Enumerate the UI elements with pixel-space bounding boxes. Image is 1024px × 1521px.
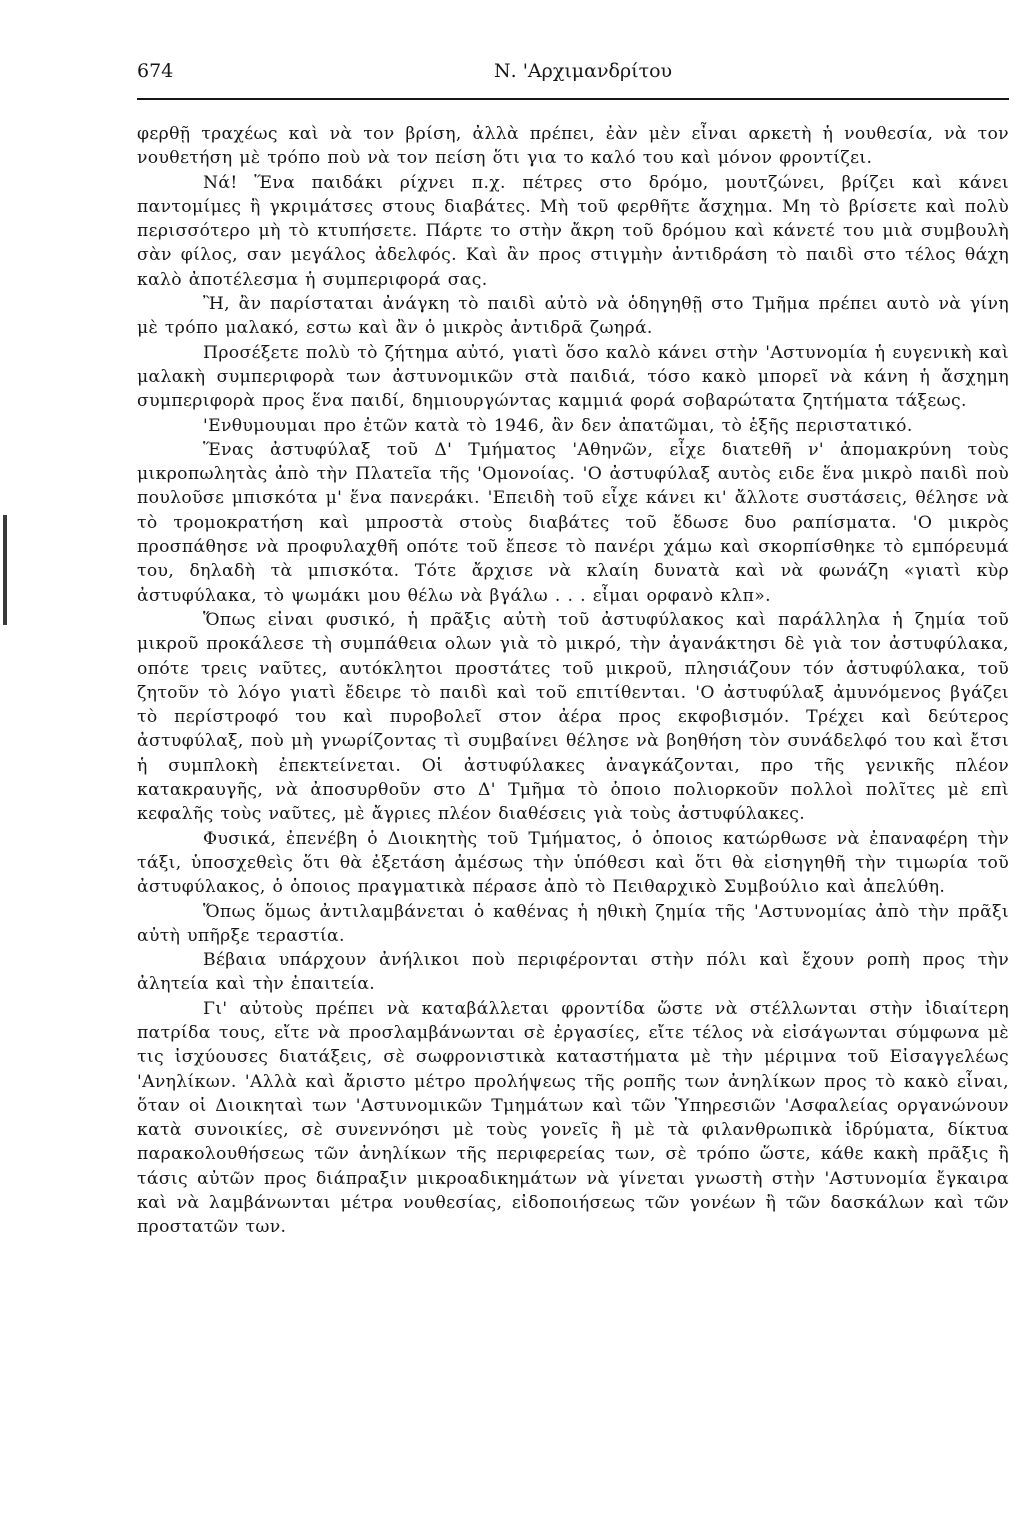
scan-margin-mark: [3, 515, 7, 625]
paragraph-taking-to-station: Ἢ, ἂν παρίσταται ἀνάγκη τὸ παιδὶ αὐτὸ νὰ ὁδηγηθῇ στο Τμῆμα πρέπει αυτὸ νὰ γίνη μὲ τρόπο μαλακό, εστω καὶ ἂν ὁ μικρὸς ἀντιδρᾶ ζωηρά.: [137, 294, 1009, 339]
paragraph-street-child-example: Νά! Ἕνα παιδάκι ρίχνει π.χ. πέτρες στο δρόμο, μουτζώνει, βρίζει καὶ κάνει παντομίμες ἢ γκριμάτσες στους διαβάτες. Μὴ τοῦ φερθῆτε ἄσχημα. Μη τὸ βρίσετε καὶ πολὺ περισσότερο μὴ τὸ κτυπήσετε. Πάρτε το στὴν ἄκρη τοῦ δρόμου καὶ κάνετέ του μιὰ συμβουλὴ σὰν φίλος, σαν μεγάλος ἀδελφός. Καὶ ἂν προς στιγμὴν ἀντιδράση τὸ παιδὶ στο τέλος θάχη καλὸ ἀποτέλεσμα ἡ συμπεριφορά σας.: [137, 172, 1009, 290]
paragraph-sailors-conflict: Ὅπως εἰναι φυσικό, ἡ πρᾶξις αὐτὴ τοῦ ἀστυφύλακος καὶ παράλληλα ἡ ζημία τοῦ μικροῦ προκάλεσε τὴ συμπάθεια ολων γιὰ τὸ μικρό, τὴν ἀγανάκτησι δὲ γιὰ τον ἀστυφύλακα, οπότε τρεις ναῦτες, αυτόκλητοι προστάτες τοῦ μικροῦ, πλησιάζουν τόν ἀστυφύλακα, τοῦ ζητοῦν τὸ λόγο γιατὶ ἔδειρε τὸ παιδὶ καὶ τοῦ επιτίθενται. 'Ο ἀστυφύλαξ ἀμυνόμενος βγάζει τὸ περίστροφό του καὶ πυροβολεῖ στον ἀέρα προς εκφοβισμόν. Τρέχει καὶ δεύτερος ἀστυφύλαξ, ποὺ μὴ γνωρίζοντας τὶ συμβαίνει θέλησε νὰ βοηθήση τὸν συνάδελφό του καὶ ἔτσι ἡ συμπλοκὴ ἐπεκτείνεται. Οἱ ἀστυφύλακες ἀναγκάζονται, προ τῆς γενικῆς πλέον κατακραυγῆς, νὰ ἀποσυρθοῦν στο Δ' Τμῆμα τὸ ὁποιο πολιορκοῦν πολλοὶ πολῖτες μὲ επὶ κεφαλῆς τοὺς ναῦτες, μὲ ἄγριες πλέον διαθέσεις γιὰ τοὺς ἀστυφύλακες.: [137, 609, 1009, 825]
header-rule: [137, 98, 1009, 100]
paragraph-vagrant-minors: Βέβαια υπάρχουν ἀνήλικοι ποὺ περιφέρονται στὴν πόλι καὶ ἔχουν ροπὴ προς τὴν ἀλητεία καὶ τὴν ἐπαιτεία.: [137, 950, 1009, 995]
body-text: [137, 122, 1009, 1512]
running-head: [137, 60, 1009, 90]
paragraph-police-behaviour: Προσέξετε πολὺ τὸ ζήτημα αὐτό, γιατὶ ὅσο καλὸ κάνει στὴν 'Αστυνομία ἡ ευγενικὴ καὶ μαλακὴ συμπεριφορὰ των ἀστυνομικῶν στὰ παιδιά, τόσο κακὸ μπορεῖ νὰ κάνη ἡ ἄσχημη συμπεριφορὰ προς ἕνα παιδί, δημιουργώντας καμμιά φορά σοβαρώτατα ζητήματα τάξεως.: [137, 342, 1009, 412]
paragraph-moral-damage: Ὅπως ὅμως ἀντιλαμβάνεται ὁ καθένας ἡ ηθικὴ ζημία τῆς 'Αστυνομίας ἀπὸ τὴν πρᾶξι αὐτὴ υπῆρξε τεραστία.: [137, 901, 1009, 946]
running-title: Ν. 'Αρχιμανδρίτου: [494, 60, 673, 82]
paragraph-commander-intervention: Φυσικά, ἐπενέβη ὁ Διοικητὴς τοῦ Τμήματος, ὁ ὁποιος κατώρθωσε νὰ ἐπαναφέρη τὴν τάξι, ὑποσχεθεὶς ὅτι θὰ ἐξετάση ἀμέσως τὴν ὑπόθεσι καὶ ὅτι θὰ εἰσηγηθῆ τὴν τιμωρία τοῦ ἀστυφύλακος, ὁ ὁποιος πραγματικὰ πέρασε ἀπὸ τὸ Πειθαρχικὸ Συμβούλιο καὶ ἀπελύθη.: [137, 828, 1009, 898]
paragraph-incident-1946: 'Ενθυμουμαι προ ἐτῶν κατὰ τὸ 1946, ἂν δεν ἀπατῶμαι, τὸ ἑξῆς περιστατικό.: [203, 415, 913, 436]
paragraph-prevention-measures: Γι' αὐτοὺς πρέπει νὰ καταβάλλεται φροντίδα ὥστε νὰ στέλλωνται στὴν ἰδιαίτερη πατρίδα τους, εἴτε νὰ προσλαμβάνωνται σὲ ἐργασίες, εἴτε τέλος νὰ εἰσάγωνται σύμφωνα μὲ τις ἰσχύουσες διατάξεις, σὲ σωφρονιστικὰ καταστήματα μὲ τὴν μέριμνα τοῦ Εἰσαγγελέως 'Ανηλίκων. 'Αλλὰ καὶ ἄριστο μέτρο προλήψεως τῆς ροπῆς των ἀνηλίκων προς τὸ κακὸ εἶναι, ὅταν οἱ Διοικηταὶ των 'Αστυνομικῶν Τμημάτων καὶ τῶν Ὑπηρεσιῶν 'Ασφαλείας οργανώνουν κατὰ συνοικίες, σὲ συνεννόησι μὲ τοὺς γονεῖς ἢ μὲ τὰ φιλανθρωπικὰ ἱδρύματα, δίκτυα παρακολουθήσεως τῶν ἀνηλίκων τῆς περιφερείας των, σὲ τρόπο ὥστε, κάθε κακὴ πρᾶξις ἢ τάσις αὐτῶν προς διάπραξιν μικροαδικημάτων νὰ γίνεται γνωστὴ στὴν 'Αστυνομία ἔγκαιρα καὶ νὰ λαμβάνωνται μέτρα νουθεσίας, εἰδοποιήσεως τῶν γονέων ἢ τῶν δασκάλων καὶ τῶν προστατῶν των.: [137, 998, 1009, 1238]
paragraph-continuation: φερθῇ τραχέως καὶ νὰ τον βρίση, ἀλλὰ πρέπει, ἐὰν μὲν εἶναι αρκετὴ ἡ νουθεσία, νὰ τον νουθετήση μὲ τρόπο ποὺ νὰ τον πείση ὅτι για το καλό του καὶ μόνον φροντίζει.: [137, 124, 1009, 169]
page-number: 674: [137, 60, 174, 82]
paragraph-omonoia-incident: Ἕνας ἀστυφύλαξ τοῦ Δ' Τμήματος 'Αθηνῶν, εἶχε διατεθῆ ν' ἀπομακρύνη τοὺς μικροπωλητὰς ἀπὸ τὴν Πλατεῖα τῆς 'Ομονοίας. 'Ο ἀστυφύλαξ αυτὸς ειδε ἕνα μικρὸ παιδὶ ποὺ πουλοῦσε μπισκότα μ' ἕνα πανεράκι. 'Επειδὴ τοῦ εἶχε κάνει κι' ἄλλοτε συστάσεις, θέλησε νὰ τὸ τρομοκρατήση καὶ μπροστὰ στοὺς διαβάτες τοῦ ἔδωσε δυο ραπίσματα. 'Ο μικρὸς προσπάθησε νὰ προφυλαχθῆ οπότε τοῦ ἔπεσε τὸ πανέρι χάμω καὶ σκορπίσθηκε τὸ εμπόρευμά του, δηλαδὴ τὰ μπισκότα. Τότε ἄρχισε νὰ κλαίη δυνατὰ καὶ νὰ φωνάζη «γιατὶ κὺρ ἀστυφύλακα, τὸ ψωμάκι μου θέλω νὰ βγάλω . . . εἶμαι ορφανὸ κλπ».: [137, 439, 1009, 606]
